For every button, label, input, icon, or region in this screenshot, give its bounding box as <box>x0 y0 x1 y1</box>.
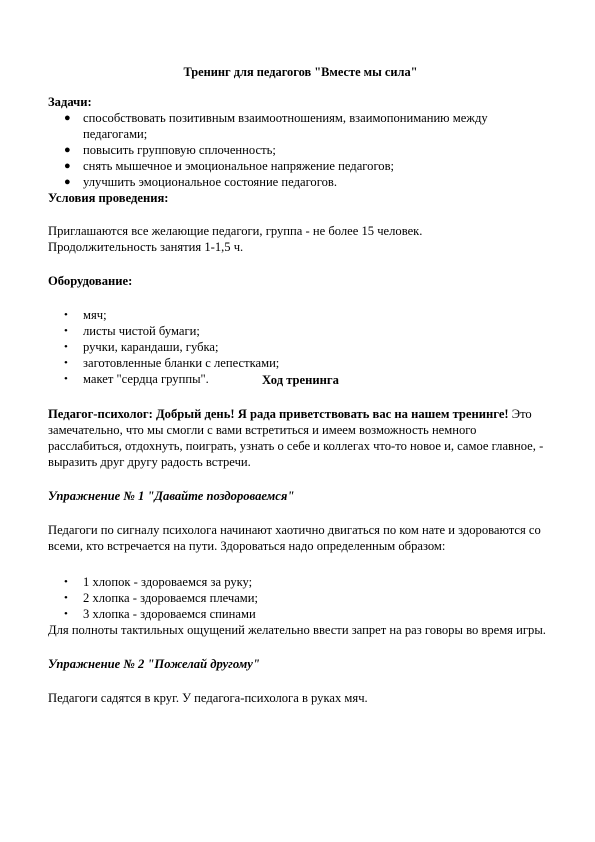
bullet-icon: • <box>64 592 68 604</box>
speaker-label: Педагог-психолог: <box>48 407 153 421</box>
list-item: ● улучшить эмоциональное состояние педагогов. <box>64 175 337 189</box>
list-item: • 3 хлопка - здороваемся спинами <box>64 607 256 621</box>
list-item: • листы чистой бумаги; <box>64 324 200 338</box>
exercise-1-heading: Упражнение № 1 "Давайте поздороваемся" <box>48 489 295 503</box>
bullet-icon: • <box>64 341 68 353</box>
document-page <box>48 64 553 706</box>
list-item: • заготовленные бланки с лепестками; <box>64 356 280 370</box>
list-item: ● способствовать позитивным взаимоотношениям, взаимопониманию между педагогами; <box>64 111 488 141</box>
bullet-icon: • <box>64 373 68 385</box>
speech-text: Это замечательно, что мы смогли с вами встретиться и имеем возможность немного расслабиться, отдохнуть, поиграть, узнать о себе и коллегах что-то новое и, самое главное, - выразить друг другу радость встречи. <box>48 407 544 469</box>
list-item: • ручки, карандаши, губка; <box>64 340 219 354</box>
exercise-1-after: Для полноты тактильных ощущений желательно ввести запрет на раз говоры во время игры. <box>48 623 546 637</box>
bullet-icon: • <box>64 576 68 588</box>
list-item: • мяч; <box>64 308 107 322</box>
list-item: • макет "сердца группы". <box>64 372 209 386</box>
equipment-list <box>48 307 553 387</box>
conditions-heading: Условия проведения: <box>48 191 169 205</box>
bullet-icon: • <box>64 325 68 337</box>
course-speech <box>48 406 553 470</box>
equipment-heading: Оборудование: <box>48 274 133 288</box>
bullet-icon: • <box>64 608 68 620</box>
exercise-2-heading: Упражнение № 2 "Пожелай другому" <box>48 657 260 671</box>
bullet-icon: ● <box>64 112 71 124</box>
exercise-1-list <box>48 574 553 622</box>
course-heading: Ход тренинга <box>262 373 339 387</box>
bullet-icon: • <box>64 357 68 369</box>
conditions-line-1: Приглашаются все желающие педагоги, группа - не более 15 человек. <box>48 224 423 238</box>
exercise-1-text: Педагоги по сигналу психолога начинают хаотично двигаться по ком нате и здороваются со всеми, кто встречается на пути. Здороваться надо определенным образом: <box>48 523 541 553</box>
conditions-line-2: Продолжительность занятия 1-1,5 ч. <box>48 240 244 254</box>
bullet-icon: ● <box>64 160 71 172</box>
bullet-icon: ● <box>64 144 71 156</box>
list-item: ● снять мышечное и эмоциональное напряжение педагогов; <box>64 159 395 173</box>
bullet-icon: ● <box>64 176 71 188</box>
list-item: • 2 хлопка - здороваемся плечами; <box>64 591 259 605</box>
tasks-list <box>48 110 553 190</box>
tasks-heading: Задачи: <box>48 95 92 109</box>
list-item: • 1 хлопок - здороваемся за руку; <box>64 575 253 589</box>
bullet-icon: • <box>64 309 68 321</box>
speech-bold: Добрый день! Я рада приветствовать вас на нашем тренинге! <box>152 407 509 421</box>
exercise-2-text: Педагоги садятся в круг. У педагога-психолога в руках мяч. <box>48 691 368 705</box>
document-title: Тренинг для педагогов "Вместе мы сила" <box>183 65 418 79</box>
list-item: ● повысить групповую сплоченность; <box>64 143 276 157</box>
